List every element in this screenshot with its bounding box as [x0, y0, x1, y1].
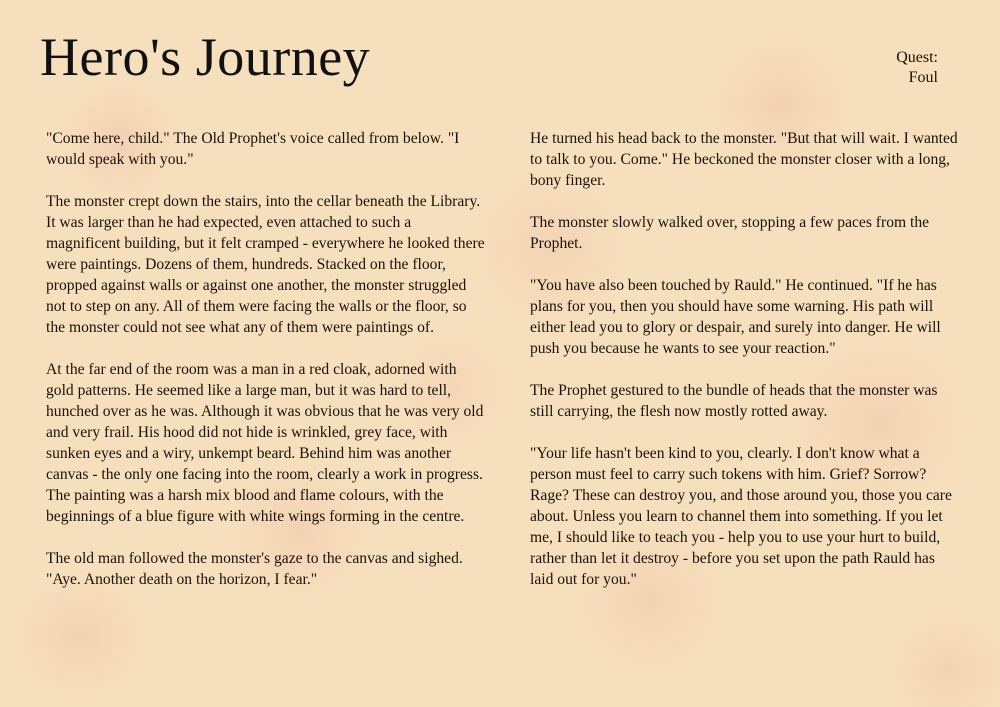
left-column — [46, 128, 486, 611]
paragraph: "You have also been touched by Rauld." He continued. "If he has plans for you, then you should have some warning. His path will either lead you to glory or despair, and surely into danger. He will push you because he wants to see your reaction." — [530, 277, 941, 357]
paragraph: The monster slowly walked over, stopping a few paces from the Prophet. — [530, 214, 930, 252]
paragraph: "Come here, child." The Old Prophet's voice called from below. "I would speak with you." — [46, 130, 460, 168]
paragraph: The monster crept down the stairs, into the cellar beneath the Library. It was larger than he had expected, even attached to such a magnificent building, but it felt cramped - everywhere he looked there were paintings. Dozens of them, hundreds. Stacked on the floor, propped against walls or against one another, the monster struggled not to step on any. All of them were facing the walls or the floor, so the monster could not see what any of them were paintings of. — [46, 193, 485, 336]
paragraph: The Prophet gestured to the bundle of heads that the monster was still carrying, the flesh now mostly rotted away. — [530, 382, 938, 420]
paragraph: The old man followed the monster's gaze to the canvas and sighed. "Aye. Another death on the horizon, I fear." — [46, 550, 463, 588]
paragraph: He turned his head back to the monster. "But that will wait. I wanted to talk to you. Come." He beckoned the monster closer with a long, bony finger. — [530, 130, 958, 189]
quest-value: Foul — [908, 69, 938, 86]
quest-label: Quest: — [896, 49, 938, 66]
page-title: Hero's Journey — [40, 27, 371, 87]
paragraph: "Your life hasn't been kind to you, clearly. I don't know what a person must feel to carry such tokens with him. Grief? Sorrow? Rage? These can destroy you, and those around you, those you care about. Unless you learn to channel them into something. If you let me, I should like to teach you - help you to use your hurt to build, rather than let it destroy - before you set upon the path Rauld has laid out for you." — [530, 445, 952, 588]
paragraph: At the far end of the room was a man in a red cloak, adorned with gold patterns. He seemed like a large man, but it was hard to tell, hunched over as he was. Although it was obvious that he was very old and very frail. His hood did not hide is wrinkled, grey face, with sunken eyes and a wiry, unkempt beard. Behind him was another canvas - the only one facing into the room, clearly a work in progress. The painting was a harsh mix blood and flame colours, with the beginnings of a blue figure with white wings forming in the centre. — [46, 361, 484, 525]
right-column — [530, 128, 960, 611]
quest-info — [896, 48, 938, 88]
